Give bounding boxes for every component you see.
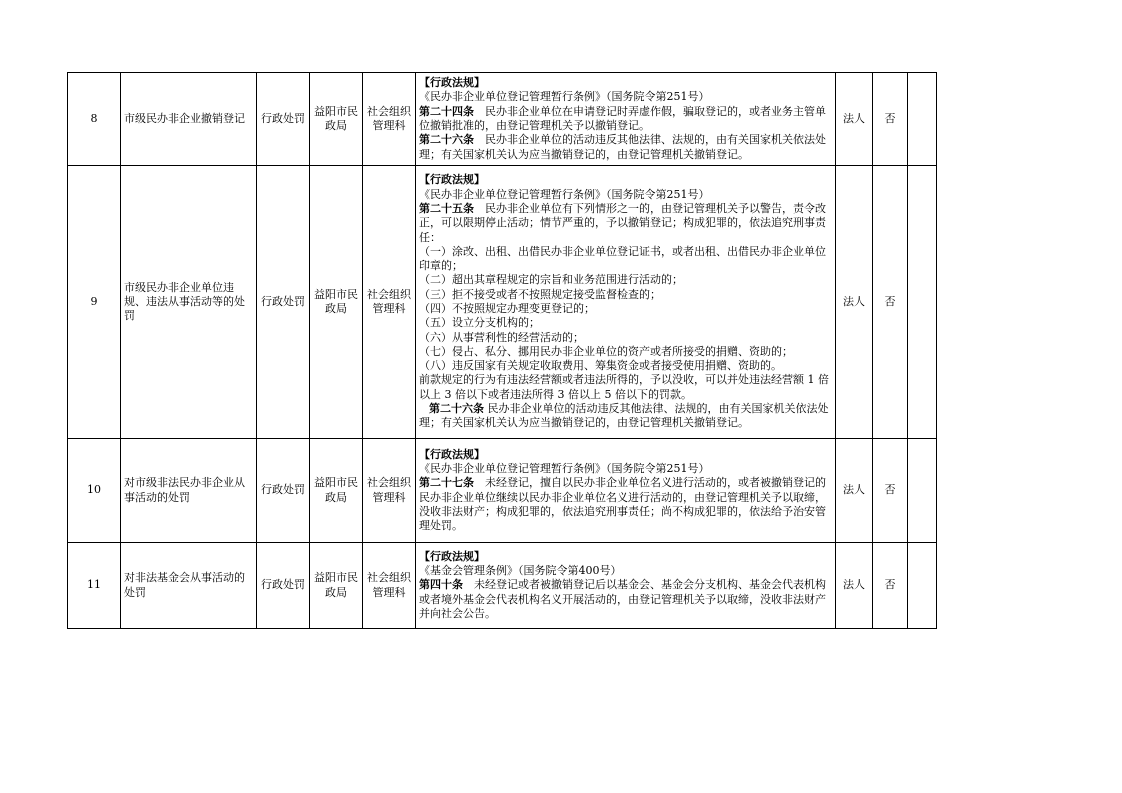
basis-source: 《民办非企业单位登记管理暂行条例》（国务院令第251号）	[419, 90, 710, 104]
item-dept: 益阳市民政局	[310, 439, 363, 543]
article-title: 第二十五条	[419, 201, 474, 215]
article-title: 第四十条	[419, 578, 463, 592]
item-basis	[416, 439, 836, 543]
basis-heading: 【行政法规】	[419, 173, 485, 187]
item-flag: 否	[873, 439, 908, 543]
article-item: （一）涂改、出租、出借民办非企业单位登记证书，或者出租、出借民办非企业单位印章的；	[419, 244, 826, 273]
item-name: 对市级非法民办非企业从事活动的处罚	[121, 439, 257, 543]
item-name: 市级民办非企业单位违规、违法从事活动等的处罚	[121, 166, 257, 439]
article-text: 未经登记或者被撤销登记后以基金会、基金会分支机构、基金会代表机构或者境外基金会代表机构名义开展活动的，由登记管理机关予以取缔，没收非法财产并向社会公告。	[419, 578, 826, 620]
item-subject: 法人	[836, 439, 873, 543]
article-item: （七）侵占、私分、挪用民办非企业单位的资产或者所接受的捐赠、资助的；	[419, 344, 793, 358]
item-type: 行政处罚	[257, 439, 310, 543]
article-item: （六）从事营利性的经营活动的；	[419, 330, 584, 344]
item-flag: 否	[873, 166, 908, 439]
basis-heading: 【行政法规】	[419, 76, 485, 90]
row-number: 10	[68, 439, 121, 543]
table-row	[68, 166, 937, 439]
article-item: （二）超出其章程规定的宗旨和业务范围进行活动的；	[419, 273, 683, 287]
table-row	[68, 543, 937, 629]
item-remark	[908, 73, 937, 166]
row-number: 8	[68, 73, 121, 166]
article-text: 民办非企业单位的活动违反其他法律、法规的，由有关国家机关依法处理；有关国家机关认为应当撤销登记的，由登记管理机关撤销登记。	[419, 402, 829, 430]
article-title: 第二十六条	[429, 402, 484, 416]
article-title: 第二十六条	[419, 133, 474, 147]
row-number: 9	[68, 166, 121, 439]
item-remark	[908, 166, 937, 439]
item-unit: 社会组织管理科	[363, 73, 416, 166]
item-remark	[908, 543, 937, 629]
article-text: 未经登记，擅自以民办非企业单位名义进行活动的，或者被撤销登记的民办非企业单位继续以民办非企业单位名义进行活动的，由登记管理机关予以取缔，没收非法财产；构成犯罪的，依法追究刑事责任；尚不构成犯罪的，依法给予治安管理处罚。	[419, 476, 826, 533]
article-title: 第二十七条	[419, 476, 474, 490]
item-type: 行政处罚	[257, 73, 310, 166]
item-basis	[416, 73, 836, 166]
item-name: 对非法基金会从事活动的处罚	[121, 543, 257, 629]
item-unit: 社会组织管理科	[363, 166, 416, 439]
item-type: 行政处罚	[257, 166, 310, 439]
item-basis	[416, 166, 836, 439]
item-unit: 社会组织管理科	[363, 439, 416, 543]
basis-source: 《民办非企业单位登记管理暂行条例》（国务院令第251号）	[419, 187, 710, 201]
table-row	[68, 439, 937, 543]
item-name: 市级民办非企业撤销登记	[121, 73, 257, 166]
item-dept: 益阳市民政局	[310, 543, 363, 629]
article-text: 民办非企业单位的活动违反其他法律、法规的，由有关国家机关依法处理；有关国家机关认为应当撤销登记的，由登记管理机关撤销登记。	[419, 133, 826, 161]
item-basis	[416, 543, 836, 629]
article-tail: 前款规定的行为有违法经营额或者违法所得的，予以没收，可以并处违法经营额 1 倍以上 3 倍以下或者违法所得 3 倍以上 5 倍以下的罚款。	[419, 373, 829, 401]
item-type: 行政处罚	[257, 543, 310, 629]
item-subject: 法人	[836, 166, 873, 439]
article-text: 民办非企业单位在申请登记时弄虚作假，骗取登记的，或者业务主管单位撤销批准的，由登记管理机关予以撤销登记。	[419, 104, 826, 132]
item-dept: 益阳市民政局	[310, 73, 363, 166]
row-number: 11	[68, 543, 121, 629]
table-row	[68, 73, 937, 166]
basis-source: 《基金会管理条例》（国务院令第400号）	[419, 564, 622, 578]
basis-heading: 【行政法规】	[419, 549, 485, 563]
article-item: （四）不按照规定办理变更登记的；	[419, 302, 595, 315]
article-title: 第二十四条	[419, 104, 474, 118]
item-dept: 益阳市民政局	[310, 166, 363, 439]
article-item: （三）拒不接受或者不按照规定接受监督检查的；	[419, 287, 661, 301]
item-flag: 否	[873, 73, 908, 166]
item-subject: 法人	[836, 543, 873, 629]
power-list-table	[67, 72, 937, 629]
item-remark	[908, 439, 937, 543]
article-item: （五）设立分支机构的；	[419, 316, 540, 330]
article-text: 民办非企业单位有下列情形之一的，由登记管理机关予以警告，责令改正，可以限期停止活动；情节严重的，予以撤销登记；构成犯罪的，依法追究刑事责任：	[419, 201, 826, 244]
basis-source: 《民办非企业单位登记管理暂行条例》（国务院令第251号）	[419, 461, 710, 475]
item-subject: 法人	[836, 73, 873, 166]
item-flag: 否	[873, 543, 908, 629]
basis-heading: 【行政法规】	[419, 447, 485, 461]
article-item: （八）违反国家有关规定收取费用、筹集资金或者接受使用捐赠、资助的。	[419, 359, 782, 373]
item-unit: 社会组织管理科	[363, 543, 416, 629]
